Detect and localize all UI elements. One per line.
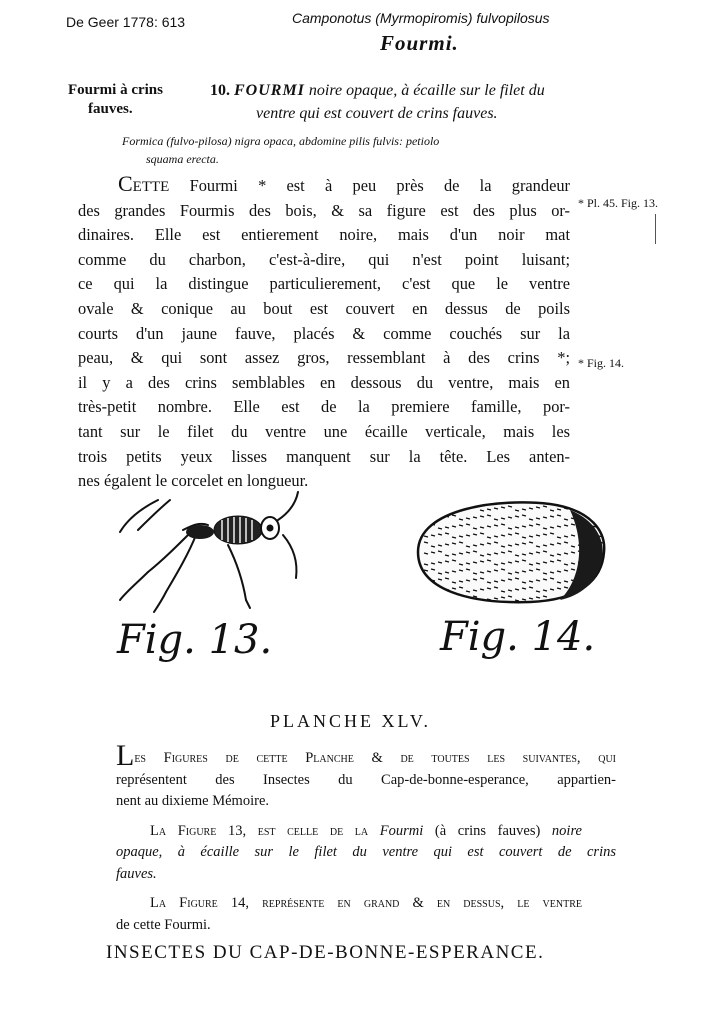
margin-note-figure: * Fig. 14. [578,356,625,370]
margin-title-line2: fauves. [88,101,133,117]
latin-line1: Formica (fulvo-pilosa) nigra opaca, abdomine pilis fulvis: petiolo [122,134,440,148]
entry-title-word: FOURMI [234,82,305,99]
body-line-8: peau, & qui sont assez gros, ressemblant à des crins *; [78,348,570,368]
plate-dropcap: L [116,739,135,772]
body-line-7: courts d'un jaune fauve, placés & comme couchés sur la [78,323,570,343]
plate-p2-line3: fauves. [116,865,157,882]
species-entry [210,79,545,125]
ant-abdomen [214,516,262,544]
ant-eye [267,525,274,532]
figure-14-label: Fig. 14. [440,614,596,660]
plate-description [116,739,616,936]
body-line-9: il y a des crins semblables en dessous du ventre, mais en [78,372,570,392]
body-line-2: des grandes Fourmis des bois, & sa figure est des plus or- [78,200,570,220]
body-line-3: dinaires. Elle est entierement noire, mais d'un noir mat [78,225,570,245]
body-line-1: Fourmi * est à peu près de la grandeur [169,176,570,195]
margin-title [68,81,163,119]
plate-heading: PLANCHE XLV. [270,711,432,731]
latin-diagnosis [122,132,439,168]
footer-title: INSECTES DU CAP-DE-BONNE-ESPERANCE. [106,942,545,963]
plate-p1-line2: représentent des Insectes du Cap-de-bonne-esperance, appartien- [116,771,616,788]
plate-p3-line2: de cette Fourmi. [116,916,211,933]
plate-p3-line1: La Figure 14, représente en grand & en dessus, le ventre [150,895,582,911]
reference-label: De Geer 1778: 613 [66,14,186,30]
plate-p2-line2: opaque, à écaille sur le filet du ventre qui est couvert de crins [116,844,616,860]
latin-line2: squama erecta. [146,152,219,166]
body-line-4: comme du charbon, c'est-à-dire, qui n'est point luisant; [78,249,570,269]
running-title: Fourmi. [380,31,459,55]
body-line-6: ovale & conique au bout est couvert en dessus de poils [78,298,570,318]
plate-p1-line1: es Figures de cette Planche & de toutes les suivantes, qui [134,750,616,766]
plate-p2-line1: La Figure 13, est celle de la Fourmi (à crins fauves) noire [150,822,582,839]
body-line-11: tant sur le filet du ventre une écaille verticale, mais les [78,421,570,441]
note-bracket [655,214,656,244]
body-line-5: ce qui la distingue particulierement, c'est que le ventre [78,274,570,294]
entry-title-line2: ventre qui est couvert de crins fauves. [256,105,498,122]
margin-title-line1: Fourmi à crins [68,82,163,98]
entry-title-line1: noire opaque, à écaille sur le filet du [308,82,545,99]
description-paragraph [78,172,570,494]
abdomen-illustration [410,490,610,610]
ant-thorax [186,525,214,539]
body-line-13: nes égalent le corcelet en longueur. [78,471,309,491]
body-line-12: trois petits yeux lisses manquent sur la tête. Les anten- [78,446,570,466]
ant-illustration [118,490,303,615]
species-name: Camponotus (Myrmopiromis) fulvopilosus [292,10,550,26]
body-line-10: très-petit nombre. Elle est de la premiere famille, por- [78,397,570,417]
figure-13-label: Fig. 13. [117,617,273,663]
margin-note-plate: * Pl. 45. Fig. 13. [578,196,659,210]
entry-number: 10. [210,82,230,99]
plate-p1-line3: nent au dixieme Mémoire. [116,793,270,809]
dropcap-word: Cette [118,171,170,196]
